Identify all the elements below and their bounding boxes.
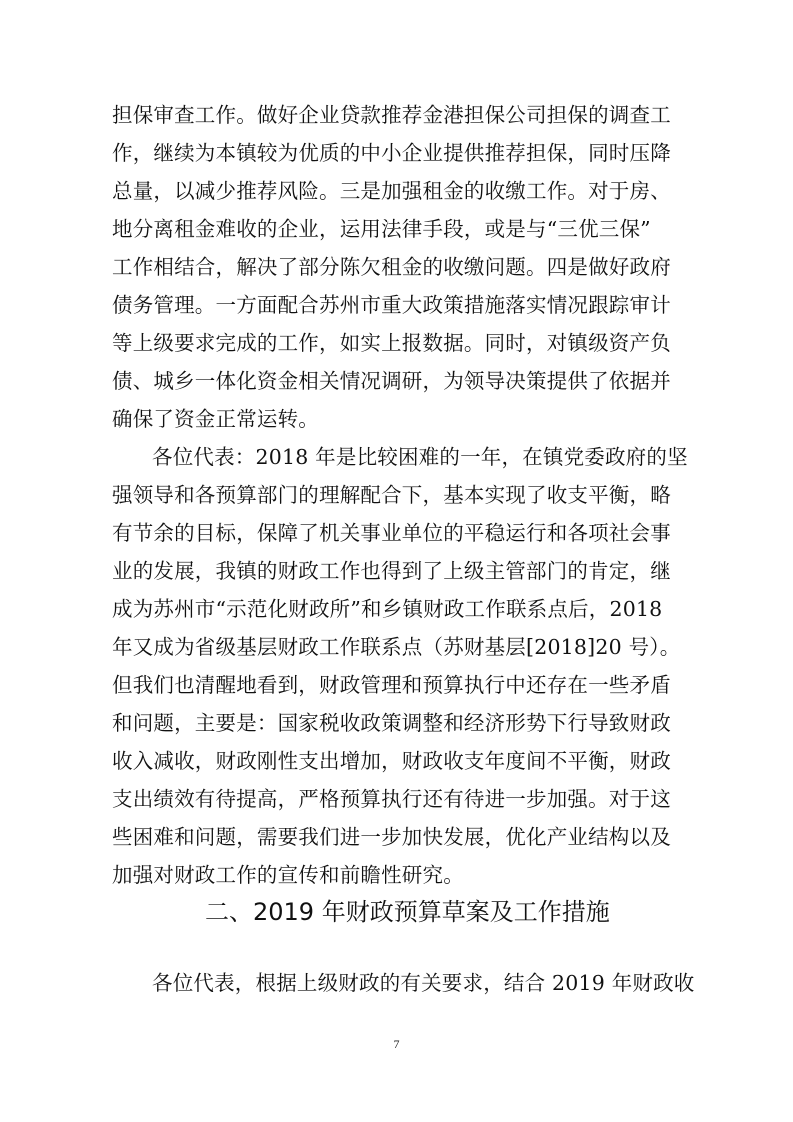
text-line: 总量，以减少推荐风险。三是加强租金的收缴工作。对于房、 (112, 179, 671, 203)
text-line: 作，继续为本镇较为优质的中小企业提供推荐担保，同时压降 (112, 141, 671, 165)
text-line: 些困难和问题，需要我们进一步加快发展，优化产业结构以及 (112, 825, 671, 849)
text-line: 收入减收，财政刚性支出增加，财政收支年度间不平衡，财政 (112, 749, 671, 773)
text-line: 但我们也清醒地看到，财政管理和预算执行中还存在一些矛盾 (112, 673, 671, 697)
text-line: 支出绩效有待提高，严格预算执行还有待进一步加强。对于这 (112, 787, 671, 811)
text-line: 有节余的目标，保障了机关事业单位的平稳运行和各项社会事 (112, 521, 671, 545)
text-line: 债、城乡一体化资金相关情况调研，为领导决策提供了依据并 (112, 369, 671, 393)
text-line: 强领导和各预算部门的理解配合下，基本实现了收支平衡，略 (112, 483, 671, 507)
page-number: 7 (393, 1037, 400, 1051)
text-line: 年又成为省级基层财政工作联系点（苏财基层[2018]20 号）。 (112, 635, 681, 659)
text-line: 加强对财政工作的宣传和前瞻性研究。 (112, 863, 464, 887)
text-line: 等上级要求完成的工作，如实上报数据。同时，对镇级资产负 (112, 331, 671, 355)
text-line: 债务管理。一方面配合苏州市重大政策措施落实情况跟踪审计 (112, 293, 671, 317)
text-line: 地分离租金难收的企业，运用法律手段，或是与“三优三保” (112, 217, 651, 241)
text-line: 各位代表，根据上级财政的有关要求，结合 2019 年财政收 (152, 971, 695, 995)
text-line: 担保审查工作。做好企业贷款推荐金港担保公司担保的调查工 (112, 103, 671, 127)
text-line: 业的发展，我镇的财政工作也得到了上级主管部门的肯定，继 (112, 559, 671, 583)
text-line: 成为苏州市“示范化财政所”和乡镇财政工作联系点后，2018 (112, 597, 663, 621)
section-heading: 二、2019 年财政预算草案及工作措施 (205, 898, 610, 926)
text-line: 工作相结合，解决了部分陈欠租金的收缴问题。四是做好政府 (112, 255, 671, 279)
text-line: 和问题，主要是：国家税收政策调整和经济形势下行导致财政 (112, 711, 671, 735)
text-line: 各位代表：2018 年是比较困难的一年，在镇党委政府的坚 (152, 445, 688, 469)
text-line: 确保了资金正常运转。 (112, 407, 319, 431)
